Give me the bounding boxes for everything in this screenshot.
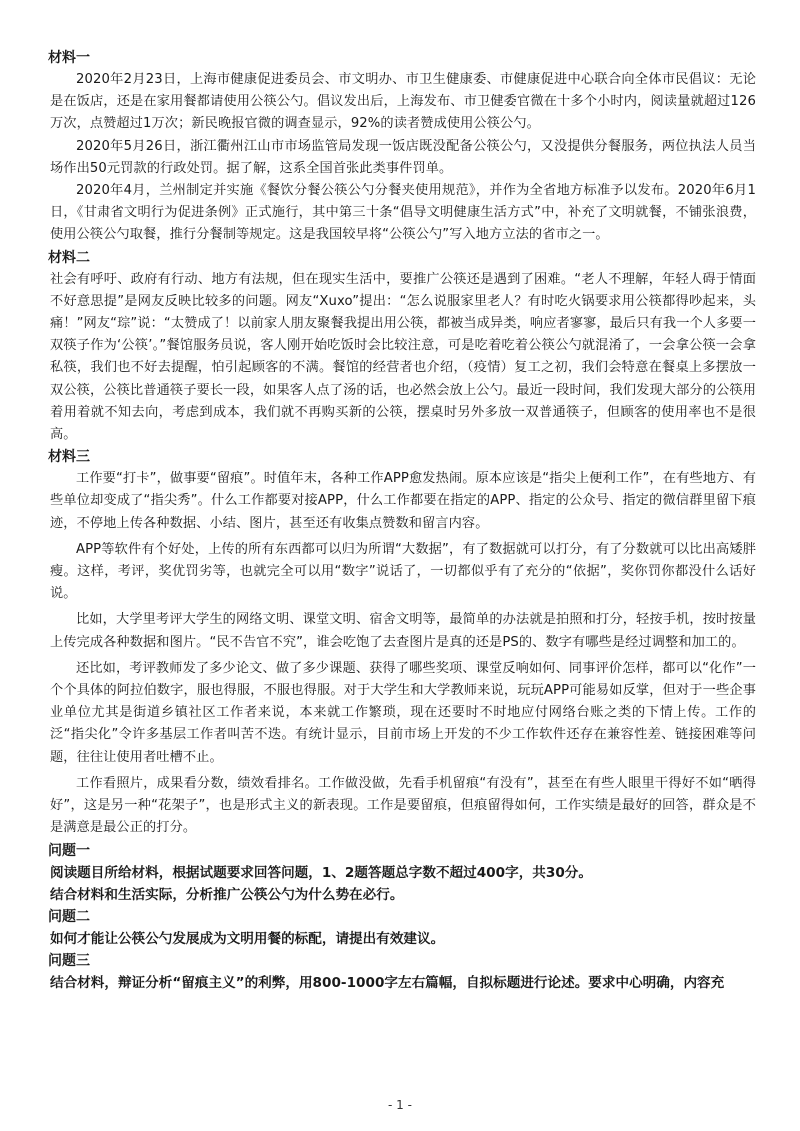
question-1-instructions: 阅读题目所给材料，根据试题要求回答问题，1、2题答题总字数不超过400字，共30分。 xyxy=(50,864,592,881)
page-number: - 1 - xyxy=(388,1098,412,1112)
material-3-paragraph: 比如，大学里考评大学生的网络文明、课堂文明、宿舍文明等，最简单的办法就是拍照和打分，轻按手机，按时按量上传完成各种数据和图片。“民不告官不究”，谁会吃饱了去查图片是真的还是PS的、数字有哪些是经过调整和加工的。 xyxy=(50,612,756,650)
material-3-paragraph: 工作看照片，成果看分数，绩效看排名。工作做没做，先看手机留痕“有没有”，甚至在有些人眼里干得好不如“晒得好”，这是另一种“花架子”，也是形式主义的新表现。工作是要留痕，但痕留得如何，工作实绩是最好的回答，群众是不是满意是最公正的打分。 xyxy=(50,775,756,836)
material-1-heading: 材料一 xyxy=(48,50,90,66)
material-3-paragraph: 工作要“打卡”，做事要“留痕”。时值年末，各种工作APP愈发热闹。原本应该是“指尖上便利工作”，在有些地方、有些单位却变成了“指尖秀”。什么工作都要对接APP，什么工作都要在指定的APP、指定的公众号、指定的微信群里留下痕迹，不停地上传各种数据、小结、图片，甚至还有收集点赞数和留言内容。 xyxy=(50,471,756,531)
question-2-heading: 问题二 xyxy=(48,908,90,925)
material-1-paragraph: 2020年2月23日，上海市健康促进委员会、市文明办、市卫生健康委、市健康促进中心联合向全体市民倡议：无论是在饭店，还是在家用餐都请使用公筷公勺。倡议发出后，上海发布、市卫健委官微在十多个小时内，阅读量就超过126万次，点赞超过1万次；新民晚报官微的调查显示，92%的读者赞成使用公筷公勺。 xyxy=(50,72,756,132)
material-3-paragraph: 还比如，考评教师发了多少论文、做了多少课题、获得了哪些奖项、课堂反响如何、同事评价怎样，都可以“化作”一个个具体的阿拉伯数字，服也得服，不服也得服。对于大学生和大学教师来说，玩玩APP可能易如反掌，但对于一些企事业单位尤其是街道乡镇社区工作者来说，本来就工作繁琐，现在还要时不时地应付网络台账之类的下情上传。工作的泛“指尖化”令许多基层工作者叫苦不迭。有统计显示，目前市场上开发的不少工作软件还存在兼容性差、链接困难等问题，往往让使用者吐槽不止。 xyxy=(50,660,756,765)
material-2-paragraph: 社会有呼吁、政府有行动、地方有法规，但在现实生活中，要推广公筷还是遇到了困难。“老人不理解，年轻人碍于情面不好意思提”是网友反映比较多的问题。网友“Xuxo”提出：“怎么说服家里老人？有时吃火锅要求用公筷都得吵起来，头痛！”网友“琮”说：“太赞成了！以前家人朋友聚餐我提出用公筷，都被当成异类，响应者寥寥，最后只有我一个人多要一双筷子作为‘公筷’。”餐馆服务员说，客人刚开始吃饭时会比较注意，可是吃着吃着公筷公勺就混淆了，一会拿公筷一会拿私筷，我们也不好去提醒，怕引起顾客的不满。餐馆的经营者也介绍，（疫情）复工之初，我们会特意在餐桌上多摆放一双公筷，公筷比普通筷子要长一段，如果客人点了汤的话，也必然会放上公勺。最近一段时间，我们发现大部分的公筷用着用着就不知去向，考虑到成本，我们就不再购买新的公筷，摆桌时另外多放一双普通筷子，但顾客的使用率也不是很高。 xyxy=(50,271,756,443)
question-1-text: 结合材料和生活实际，分析推广公筷公勺为什么势在必行。 xyxy=(50,886,404,903)
material-2-heading: 材料二 xyxy=(48,249,90,266)
question-3-heading: 问题三 xyxy=(48,952,90,969)
material-3-heading: 材料三 xyxy=(48,449,90,466)
material-1-paragraph: 2020年4月，兰州制定并实施《餐饮分餐公筷公勺分餐夹使用规范》，并作为全省地方标准予以发布。2020年6月1日，《甘肃省文明行为促进条例》正式施行，其中第三十条“倡导文明健康生活方式”中，补充了文明就餐，不铺张浪费，使用公筷公勺取餐，推行分餐制等规定。这是我国较早将“公筷公勺”写入地方立法的省市之一。 xyxy=(50,183,756,243)
question-3-text: 结合材料，辩证分析“留痕主义”的利弊，用800-1000字左右篇幅，自拟标题进行论述。要求中心明确，内容充 xyxy=(50,974,725,991)
question-2-text: 如何才能让公筷公勺发展成为文明用餐的标配，请提出有效建议。 xyxy=(50,930,445,947)
document-body xyxy=(50,47,756,994)
material-1-paragraph: 2020年5月26日，浙江衢州江山市市场监管局发现一饭店既没配备公筷公勺，又没提供分餐服务，两位执法人员当场作出50元罚款的行政处罚。据了解，这系全国首张此类事件罚单。 xyxy=(50,138,756,176)
question-1-heading: 问题一 xyxy=(48,842,90,859)
material-3-paragraph: APP等软件有个好处，上传的所有东西都可以归为所谓“大数据”，有了数据就可以打分，有了分数就可以比出高矮胖瘦。这样，考评，奖优罚劣等，也就完全可以用“数字”说话了，一切都似乎有了充分的“依据”，奖你罚你都没什么话好说。 xyxy=(50,541,756,602)
